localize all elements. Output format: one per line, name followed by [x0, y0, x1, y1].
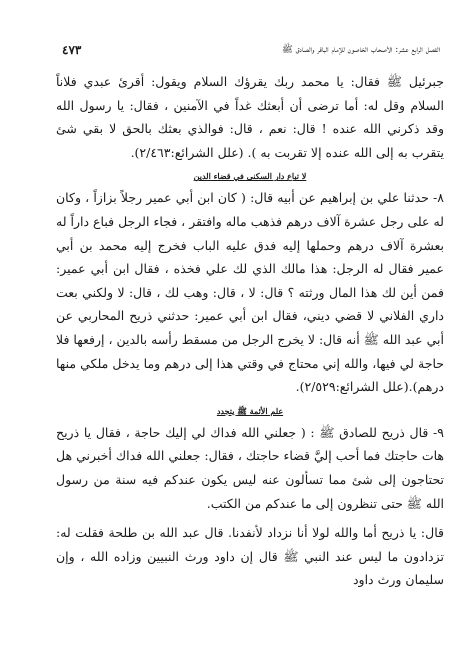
- paragraph-narration-8: ٨- حدثنا علي بن إبراهيم عن أبيه قال: ( كان ابن أبي عمير رجلاً بزازاً ، وكان له على رجل عشرة آلاف درهم فذهب ماله وافتقر ، فجاء الرجل فباع داراً له بعشرة آلاف درهم وحملها إليه فدق عليه الباب فخرج إليه محمد بن أبي عمير فقال له الرجل: هذا مالك الذي لك علي فخذه ، فقال ابن أبي عمير: فمن أين لك هذا المال ورثته ؟ قال: لا ، قال: وهب لك ، قال: لا ولكني بعت داري الفلاني لا قضي ديني، فقال ابن أبي عمير: حدثني ذريح المحاربي عن أبي عبد الله ﷺ أنه قال: لا يخرج الرجل من مسقط رأسه بالدين ، إرفعها فلا حاجة لي فيها، والله إني محتاج في وقتي هذا إلى درهم وما يدخل ملكي منها درهم).(علل الشرائع:٢/٥٢٩).: [56, 190, 444, 395]
- paragraph-narration-9: ٩- قال ذريح للصادق ﷺ : ( جعلني الله فداك لي إليك حاجة ، فقال يا ذريح هات حاجتك فما أحب إليَّ قضاء حاجتك ، فقال: جعلني الله فداك أخبرني هل تحتاجون إلى شئ مما تسألون عنه ليس يكون عندكم فيه سنة من رسول الله ﷺ حتى تنظرون إلى ما عندكم من الكتب.: [56, 424, 444, 511]
- section-heading-house-debt: لا تباع دار السكنى في قضاء الدين: [193, 171, 307, 182]
- paragraph-continuation: جبرئيل ﷺ فقال: يا محمد ربك يقرؤك السلام ويقول: أقرئ عبدي فلاناً السلام وقل له: أما ترضى أن أبعثك غداً في الآمنين ، فقال: يا رسول الله وقد ذكرني الله عنده ! قال: نعم ، قال: فوالذي بعثك بالحق لا بقي شئ يتقرب به إلى الله عنده إلا تقربت به ). (علل الشرائع:٢/٤٦٣).: [56, 74, 444, 160]
- page-number: ٤٧٣: [62, 43, 82, 57]
- page-header: [62, 42, 440, 58]
- page-body: [56, 70, 444, 592]
- running-title: الفصل الرابع عشر: الأصحاب الخاصون للإمام الباقر والصادق ﷺ: [281, 45, 440, 55]
- section-heading-imams-knowledge: علم الأئمة ﷺ يتجدد: [216, 405, 284, 416]
- paragraph-narration-9-continued: قال: يا ذريح أما والله لولا أنا نزداد لأنفدنا. قال عبد الله بن طلحة فقلت له: تزدادون ما ليس عند النبي ﷺ قال إن داود ورث النبيين وزاده الله ، وإن سليمان ورث داود: [56, 525, 444, 588]
